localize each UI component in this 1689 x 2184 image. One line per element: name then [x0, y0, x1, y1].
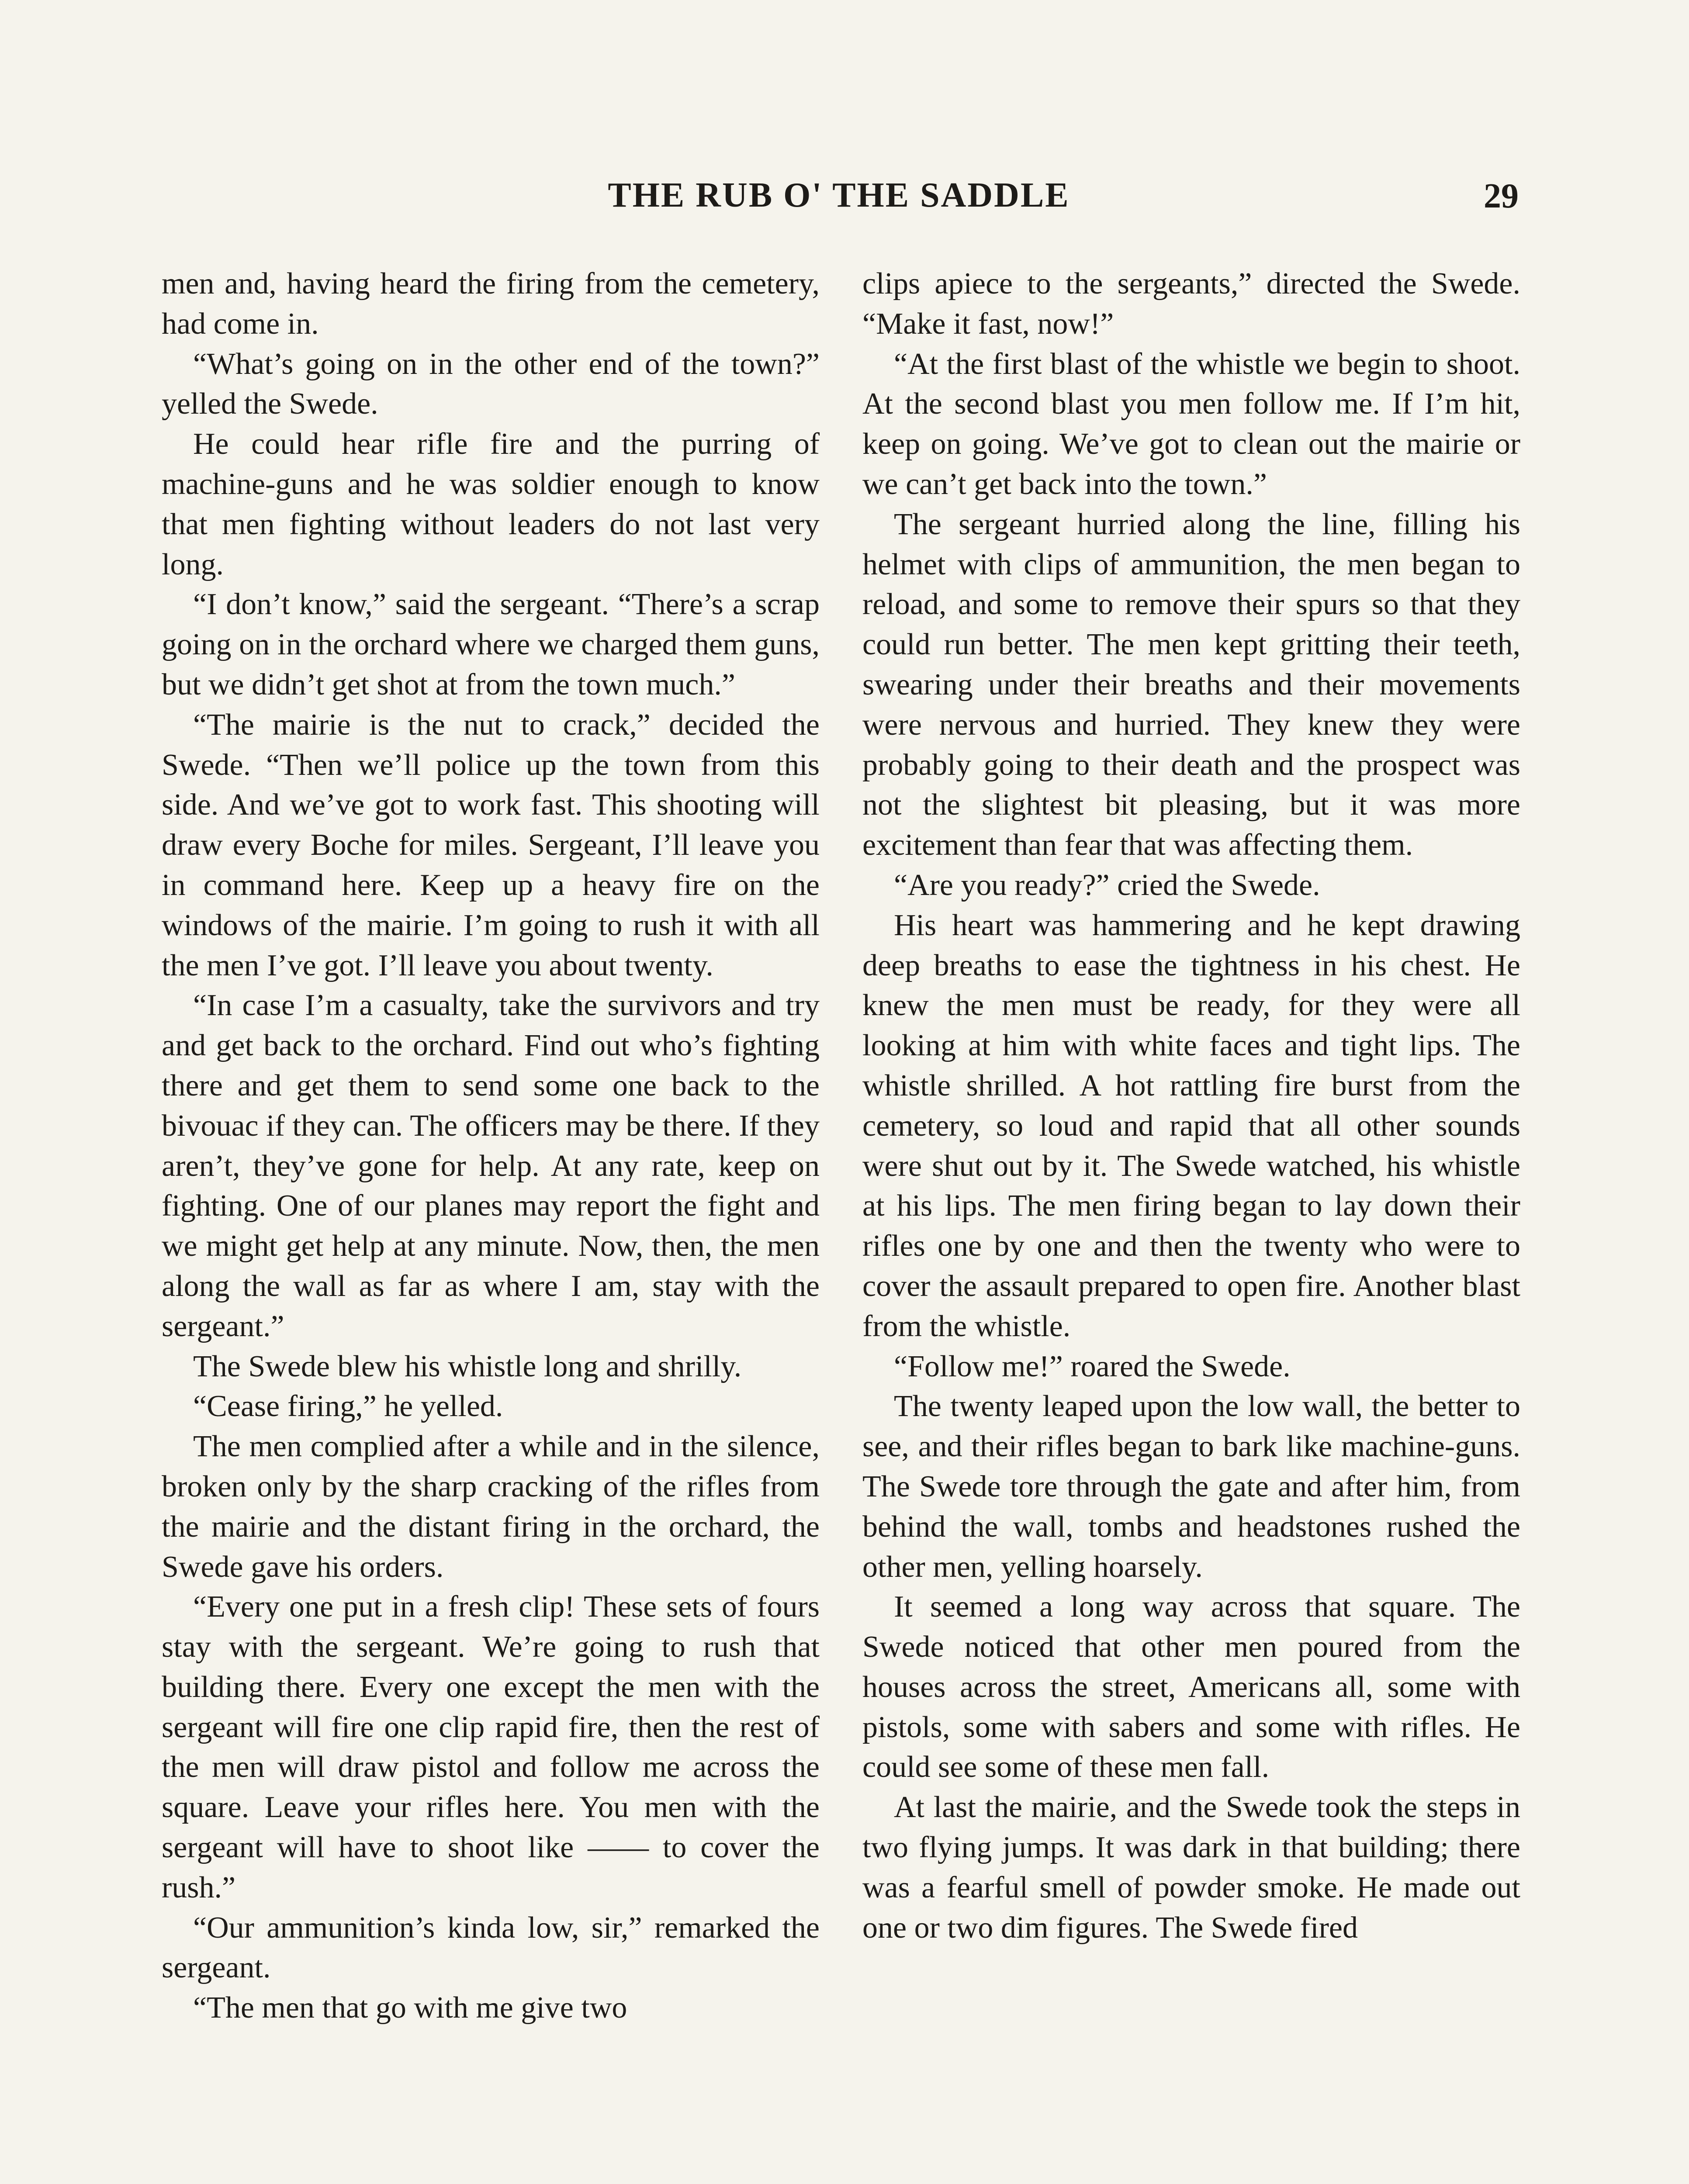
running-head: THE RUB O' THE SADDLE — [608, 176, 1070, 214]
paragraph: “Follow me!” roared the Swede. — [894, 1349, 1291, 1383]
paragraph: He could hear rifle fire and the purring of machine-guns and he was soldier enough to know that men fighting without leaders do not last very long. — [162, 427, 820, 581]
paragraph: The Swede blew his whistle long and shrilly. — [193, 1349, 742, 1383]
paragraph: “The mairie is the nut to crack,” decided the Swede. “Then we’ll police up the town from this side. And we’ve got to work fast. This shooting will draw every Boche for miles. Sergeant, I’ll leave you in command here. Keep up a heavy fire on the windows of the mairie. I’m going to rush it with all the men I’ve got. I’ll leave you about twenty. — [162, 708, 820, 982]
paragraph: “What’s going on in the other end of the town?” yelled the Swede. — [162, 347, 820, 421]
right-column — [862, 264, 1520, 1948]
paragraph: “Are you ready?” cried the Swede. — [894, 868, 1320, 902]
paragraph: At last the mairie, and the Swede took the steps in two flying jumps. It was dark in that building; there was a fearful smell of powder smoke. He made out one or two dim figures. The Swede fired — [862, 1790, 1520, 1945]
paragraph: “At the first blast of the whistle we begin to shoot. At the second blast you men follow me. If I’m hit, keep on going. We’ve got to clean out the mairie or we can’t get back into the town.” — [862, 347, 1520, 501]
page-header — [162, 176, 1519, 224]
paragraph: It seemed a long way across that square. The Swede noticed that other men poured from the houses across the street, Americans all, some with pistols, some with sabers and some with rifles. He could see some of these men fall. — [862, 1590, 1520, 1784]
left-column — [162, 264, 820, 2028]
paragraph: men and, having heard the firing from the cemetery, had come in. — [162, 267, 820, 341]
paragraph: The twenty leaped upon the low wall, the better to see, and their rifles began to bark like machine-guns. The Swede tore through the gate and after him, from behind the wall, tombs and headstones rushed the other men, yelling hoarsely. — [862, 1389, 1520, 1584]
paragraph: The men complied after a while and in the silence, broken only by the sharp cracking of the rifles from the mairie and the distant firing in the orchard, the Swede gave his orders. — [162, 1430, 820, 1584]
paragraph: The sergeant hurried along the line, filling his helmet with clips of ammunition, the men began to reload, and some to remove their spurs so that they could run better. The men kept gritting their teeth, swearing under their breaths and their movements were nervous and hurried. They knew they were probably going to their death and the prospect was not the slightest bit pleasing, but it was more excitement than fear that was affecting them. — [862, 507, 1520, 862]
paragraph: clips apiece to the sergeants,” directed the Swede. “Make it fast, now!” — [862, 267, 1520, 341]
page-number: 29 — [1484, 177, 1519, 215]
paragraph: “The men that go with me give two — [193, 1991, 627, 2025]
paragraph: “I don’t know,” said the sergeant. “There’s a scrap going on in the orchard where we charged them guns, but we didn’t get shot at from the town much.” — [162, 587, 820, 702]
paragraph: “Every one put in a fresh clip! These sets of fours stay with the sergeant. We’re going to rush that building there. Every one except the men with the sergeant will fire one clip rapid fire, then the rest of the men will draw pistol and follow me across the square. Leave your rifles here. You men with the sergeant will have to shoot like —— to cover the rush.” — [162, 1590, 820, 1904]
paragraph: His heart was hammering and he kept drawing deep breaths to ease the tightness in his chest. He knew the men must be ready, for they were all looking at him with white faces and tight lips. The whistle shrilled. A hot rattling fire burst from the cemetery, so loud and rapid that all other sounds were shut out by it. The Swede watched, his whistle at his lips. The men firing began to lay down their rifles one by one and then the twenty who were to cover the assault prepared to open fire. Another blast from the whistle. — [862, 908, 1520, 1343]
paragraph: “In case I’m a casualty, take the survivors and try and get back to the orchard. Find out who’s fighting there and get them to send some one back to the bivouac if they can. The officers may be there. If they aren’t, they’ve gone for help. At any rate, keep on fighting. One of our planes may report the fight and we might get help at any minute. Now, then, the men along the wall as far as where I am, stay with the sergeant.” — [162, 988, 820, 1343]
paragraph: “Our ammunition’s kinda low, sir,” remarked the sergeant. — [162, 1911, 820, 1985]
paragraph: “Cease firing,” he yelled. — [193, 1389, 503, 1424]
